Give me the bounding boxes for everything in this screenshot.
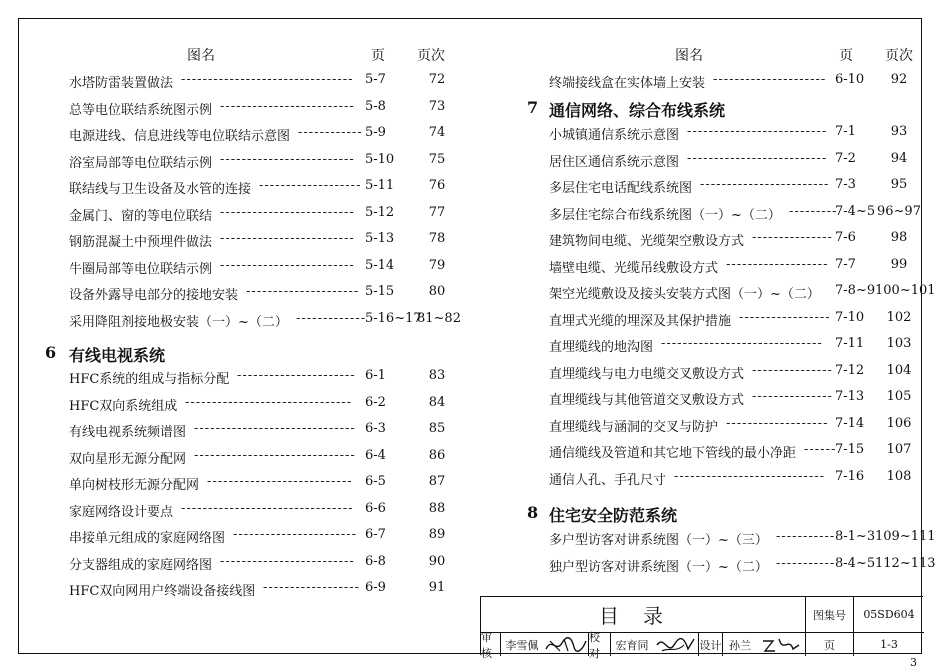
leader-dashes: ------------------------------- bbox=[185, 394, 353, 410]
entry-drawing-code: 6-7 bbox=[365, 527, 386, 542]
entry-title: 多户型访客对讲系统图（一）~（三） bbox=[549, 533, 768, 548]
entry-title: 分支器组成的家庭网络图 bbox=[69, 557, 213, 573]
leader-dashes: ----------- bbox=[776, 555, 836, 571]
sheet-number: 3 bbox=[910, 656, 917, 669]
entry-page-number: 108 bbox=[886, 468, 912, 484]
toc-entry bbox=[19, 311, 494, 337]
entry-title: HFC系统的组成与指标分配 bbox=[69, 372, 230, 387]
entry-page-number: 112~113 bbox=[875, 555, 936, 571]
entry-drawing-code: 7-13 bbox=[835, 389, 865, 404]
entry-drawing-code: 5-9 bbox=[365, 125, 386, 140]
toc-entry bbox=[497, 555, 936, 582]
toc-entry bbox=[19, 231, 494, 257]
leader-dashes: -------------------------------- bbox=[181, 72, 354, 87]
review-label: 审核 bbox=[481, 633, 501, 656]
entry-drawing-code: 7-6 bbox=[835, 230, 856, 245]
checker-signature bbox=[653, 633, 699, 656]
leader-dashes: ----------------- bbox=[739, 309, 831, 325]
toc-entry bbox=[497, 151, 923, 177]
checker-name: 宏育同 bbox=[615, 638, 649, 652]
entry-title: 多层住宅综合布线系统图（一）~（二） bbox=[549, 207, 781, 223]
page-label: 页 bbox=[806, 633, 854, 656]
entry-page-number: 81~82 bbox=[417, 310, 461, 326]
toc-entry bbox=[19, 205, 494, 231]
leader-dashes: ----------- bbox=[776, 529, 836, 544]
leader-dashes: ------------------------------ bbox=[661, 336, 823, 351]
atlas-label: 图集号 bbox=[806, 597, 854, 633]
leader-dashes: ------------------ bbox=[263, 580, 361, 595]
entry-drawing-code: 7-2 bbox=[835, 150, 856, 166]
toc-entry bbox=[497, 124, 923, 150]
section-number: 6 bbox=[45, 343, 57, 362]
leader-dashes: --------- bbox=[789, 203, 838, 219]
entry-page-number: 77 bbox=[428, 204, 446, 220]
entry-drawing-code: 6-8 bbox=[365, 553, 386, 569]
entry-drawing-code: 6-6 bbox=[365, 500, 386, 516]
entry-drawing-code: 8-4~5 bbox=[835, 555, 876, 571]
entry-drawing-code: 7-11 bbox=[835, 336, 865, 351]
toc-entry bbox=[497, 363, 923, 389]
toc-entry bbox=[497, 177, 923, 203]
entry-page-number: 91 bbox=[428, 580, 446, 595]
entry-drawing-code: 5-16~17 bbox=[365, 310, 422, 326]
entry-title: 直埋缆线与其他管道交叉敷设方式 bbox=[549, 393, 745, 408]
entry-title: 浴室局部等电位联结示例 bbox=[69, 155, 213, 171]
title-block-title: 目录 bbox=[481, 597, 806, 633]
toc-entry bbox=[19, 527, 494, 553]
toc-entry bbox=[497, 283, 936, 309]
entry-page-number: 85 bbox=[428, 421, 446, 436]
toc-entry bbox=[497, 230, 923, 256]
leader-dashes: ------------------- bbox=[259, 178, 362, 193]
entry-title: 通信人孔、手孔尺寸 bbox=[549, 472, 667, 488]
title-block bbox=[480, 596, 923, 660]
entry-page-number: 109~111 bbox=[875, 529, 936, 544]
section-title: 通信网络、综合布线系统 bbox=[549, 101, 726, 120]
entry-drawing-code: 5-13 bbox=[365, 231, 395, 246]
leader-dashes: -------------------------------- bbox=[181, 500, 354, 516]
entry-drawing-code: 7-3 bbox=[835, 177, 856, 192]
leader-dashes: ------------------------------ bbox=[194, 447, 356, 463]
entry-title: 建筑物间电缆、光缆架空敷设方式 bbox=[549, 234, 745, 249]
leader-dashes: ------------------------- bbox=[220, 257, 355, 273]
entry-drawing-code: 6-10 bbox=[835, 72, 865, 87]
entry-title: 牛圈局部等电位联结示例 bbox=[69, 261, 213, 277]
entry-drawing-code: 5-14 bbox=[365, 257, 395, 273]
entry-drawing-code: 6-2 bbox=[365, 394, 386, 410]
entry-title: 钢筋混凝土中预埋件做法 bbox=[69, 235, 213, 250]
entry-title: 小城镇通信系统示意图 bbox=[549, 128, 680, 143]
leader-dashes: ---------------------------- bbox=[674, 468, 825, 484]
entry-drawing-code: 6-9 bbox=[365, 580, 386, 595]
header-order: 页次 bbox=[417, 48, 445, 64]
entry-title: 金属门、窗的等电位联结 bbox=[69, 208, 213, 224]
leader-dashes: --------------- bbox=[752, 389, 833, 404]
entry-title: 多层住宅电话配线系统图 bbox=[549, 181, 693, 196]
entry-title: 水塔防雷装置做法 bbox=[69, 76, 174, 91]
entry-page-number: 94 bbox=[890, 150, 908, 166]
entry-drawing-code: 8-1~3 bbox=[835, 529, 876, 544]
toc-entry bbox=[19, 178, 494, 204]
entry-page-number: 102 bbox=[886, 309, 912, 325]
toc-entry bbox=[497, 204, 923, 230]
toc-entry bbox=[497, 416, 923, 442]
toc-entry bbox=[19, 421, 494, 447]
leader-dashes: ----------------------- bbox=[233, 527, 358, 542]
entry-drawing-code: 6-1 bbox=[365, 368, 386, 383]
entry-drawing-code: 5-7 bbox=[365, 72, 386, 87]
toc-entry bbox=[497, 442, 923, 468]
entry-page-number: 84 bbox=[428, 394, 446, 410]
drawing-frame bbox=[18, 18, 936, 660]
toc-entry bbox=[19, 501, 494, 527]
leader-dashes: ------------------------- bbox=[220, 553, 355, 569]
reviewer-name: 李雪佩 bbox=[505, 638, 539, 652]
toc-entry bbox=[19, 125, 494, 151]
entry-title: 居住区通信系统示意图 bbox=[549, 154, 680, 170]
entry-title: 终端接线盒在实体墙上安装 bbox=[549, 76, 706, 91]
header-order: 页次 bbox=[885, 48, 913, 64]
entry-drawing-code: 5-10 bbox=[365, 151, 395, 167]
leader-dashes: ------------------------------ bbox=[194, 421, 356, 436]
toc-entry bbox=[19, 152, 494, 178]
entry-title: HFC双向系统组成 bbox=[69, 398, 178, 414]
entry-title: HFC双向网用户终端设备接线图 bbox=[69, 584, 256, 599]
entry-title: 单向树枝形无源分配网 bbox=[69, 478, 200, 493]
check-label: 校对 bbox=[589, 633, 611, 656]
entry-drawing-code: 5-11 bbox=[365, 178, 395, 193]
leader-dashes: ------------ bbox=[298, 125, 363, 140]
leader-dashes: ------------------- bbox=[726, 256, 829, 272]
entry-page-number: 90 bbox=[428, 553, 446, 569]
entry-title: 直埋缆线与涵洞的交叉与防护 bbox=[549, 419, 719, 435]
entry-page-number: 78 bbox=[428, 231, 446, 246]
designer-name: 孙兰 bbox=[729, 638, 751, 652]
leader-dashes: ------------- bbox=[296, 310, 367, 326]
toc-entry bbox=[497, 469, 923, 495]
entry-title: 直埋式光缆的埋深及其保护措施 bbox=[549, 313, 732, 329]
entry-page-number: 75 bbox=[428, 151, 446, 167]
leader-dashes: --------------------------- bbox=[207, 474, 353, 489]
entry-page-number: 86 bbox=[428, 447, 446, 463]
entry-drawing-code: 6-3 bbox=[365, 421, 386, 436]
entry-page-number: 88 bbox=[428, 500, 446, 516]
leader-dashes: --------------- bbox=[752, 230, 833, 245]
header-name: 图名 bbox=[675, 48, 703, 64]
entry-page-number: 73 bbox=[428, 98, 446, 114]
entry-page-number: 93 bbox=[890, 124, 908, 139]
entry-title: 双向星形无源分配网 bbox=[69, 451, 187, 467]
entry-title: 通信缆线及管道和其它地下管线的最小净距 bbox=[549, 446, 797, 461]
entry-drawing-code: 5-8 bbox=[365, 98, 386, 114]
section-number: 8 bbox=[527, 503, 539, 522]
toc-entry bbox=[19, 580, 494, 606]
entry-page-number: 76 bbox=[428, 178, 446, 193]
section-title: 有线电视系统 bbox=[69, 346, 166, 365]
entry-page-number: 89 bbox=[428, 527, 446, 542]
page-number: 1-3 bbox=[880, 638, 898, 651]
leader-dashes: -------------------------- bbox=[687, 124, 828, 139]
toc-entry bbox=[497, 529, 936, 555]
toc-entry bbox=[497, 336, 923, 362]
toc-entry bbox=[497, 72, 923, 98]
toc-entry bbox=[19, 395, 494, 421]
entry-drawing-code: 6-4 bbox=[365, 447, 386, 463]
entry-page-number: 96~97 bbox=[877, 203, 921, 219]
entry-drawing-code: 7-7 bbox=[835, 256, 856, 272]
entry-title: 独户型访客对讲系统图（一）~（二） bbox=[549, 559, 768, 575]
entry-page-number: 104 bbox=[886, 362, 912, 378]
entry-title: 总等电位联结系统图示例 bbox=[69, 102, 213, 118]
leader-dashes: -------------------------- bbox=[687, 150, 828, 166]
entry-page-number: 87 bbox=[428, 474, 446, 489]
entry-page-number: 74 bbox=[428, 125, 446, 140]
entry-page-number: 72 bbox=[428, 72, 446, 87]
section-number: 7 bbox=[527, 98, 539, 117]
entry-drawing-code: 6-5 bbox=[365, 474, 386, 489]
toc-entry bbox=[19, 554, 494, 580]
leader-dashes: ------------------- bbox=[726, 415, 829, 431]
entry-title: 采用降阻剂接地极安装（一）~（二） bbox=[69, 314, 288, 330]
toc-entry bbox=[19, 284, 494, 310]
header-page: 页 bbox=[371, 48, 385, 64]
entry-page-number: 98 bbox=[890, 230, 908, 245]
atlas-number: 05SD604 bbox=[854, 597, 924, 633]
entry-page-number: 80 bbox=[428, 284, 446, 299]
section-title: 住宅安全防范系统 bbox=[549, 506, 678, 525]
designer-signature bbox=[757, 633, 806, 656]
entry-drawing-code: 7-8~9 bbox=[835, 283, 876, 298]
entry-page-number: 103 bbox=[886, 336, 912, 351]
reviewer-signature bbox=[543, 633, 589, 656]
entry-drawing-code: 7-12 bbox=[835, 362, 865, 378]
entry-drawing-code: 7-15 bbox=[835, 442, 865, 457]
toc-entry bbox=[497, 389, 923, 415]
entry-title: 串接单元组成的家庭网络图 bbox=[69, 531, 226, 546]
header-page: 页 bbox=[839, 48, 853, 64]
entry-drawing-code: 7-14 bbox=[835, 415, 865, 431]
design-label: 设计 bbox=[699, 633, 723, 656]
entry-title: 家庭网络设计要点 bbox=[69, 504, 174, 520]
entry-drawing-code: 7-10 bbox=[835, 309, 865, 325]
entry-title: 直埋缆线的地沟图 bbox=[549, 340, 654, 355]
entry-title: 架空光缆敷设及接头安装方式图（一）~（二） bbox=[549, 287, 820, 302]
leader-dashes: --------------------- bbox=[713, 72, 827, 87]
header-name: 图名 bbox=[187, 48, 215, 64]
entry-page-number: 95 bbox=[890, 177, 908, 192]
leader-dashes: --------------------- bbox=[246, 284, 360, 299]
entry-page-number: 92 bbox=[890, 72, 908, 87]
leader-dashes: ------------------------- bbox=[220, 151, 355, 167]
entry-page-number: 83 bbox=[428, 368, 446, 383]
entry-title: 直埋缆线与电力电缆交叉敷设方式 bbox=[549, 366, 745, 382]
entry-drawing-code: 5-15 bbox=[365, 284, 395, 299]
entry-drawing-code: 7-16 bbox=[835, 468, 865, 484]
entry-title: 墙壁电缆、光缆吊线敷设方式 bbox=[549, 260, 719, 276]
leader-dashes: ------------------------- bbox=[220, 231, 355, 246]
toc-entry bbox=[19, 72, 494, 98]
toc-entry bbox=[19, 99, 494, 125]
leader-dashes: ------------------------- bbox=[220, 98, 355, 114]
entry-page-number: 100~101 bbox=[875, 283, 936, 298]
entry-drawing-code: 7-1 bbox=[835, 124, 856, 139]
toc-entry bbox=[19, 258, 494, 284]
toc-entry bbox=[497, 257, 923, 283]
leader-dashes: ------------------------- bbox=[220, 204, 355, 220]
entry-drawing-code: 7-4~5 bbox=[835, 203, 876, 219]
entry-page-number: 105 bbox=[886, 389, 912, 404]
toc-entry bbox=[19, 368, 494, 394]
entry-title: 有线电视系统频谱图 bbox=[69, 425, 187, 440]
toc-entry bbox=[497, 310, 923, 336]
leader-dashes: ------ bbox=[804, 442, 837, 457]
entry-title: 设备外露导电部分的接地安装 bbox=[69, 288, 239, 303]
toc-entry bbox=[19, 448, 494, 474]
entry-page-number: 99 bbox=[890, 256, 908, 272]
leader-dashes: --------------- bbox=[752, 362, 833, 378]
entry-title: 电源进线、信息进线等电位联结示意图 bbox=[69, 129, 291, 144]
leader-dashes: ------------------------ bbox=[700, 177, 830, 192]
entry-drawing-code: 5-12 bbox=[365, 204, 395, 220]
entry-title: 联结线与卫生设备及水管的连接 bbox=[69, 182, 252, 197]
entry-page-number: 79 bbox=[428, 257, 446, 273]
leader-dashes: ---------------------- bbox=[237, 368, 356, 383]
entry-page-number: 106 bbox=[886, 415, 912, 431]
toc-entry bbox=[19, 474, 494, 500]
entry-page-number: 107 bbox=[886, 442, 912, 457]
